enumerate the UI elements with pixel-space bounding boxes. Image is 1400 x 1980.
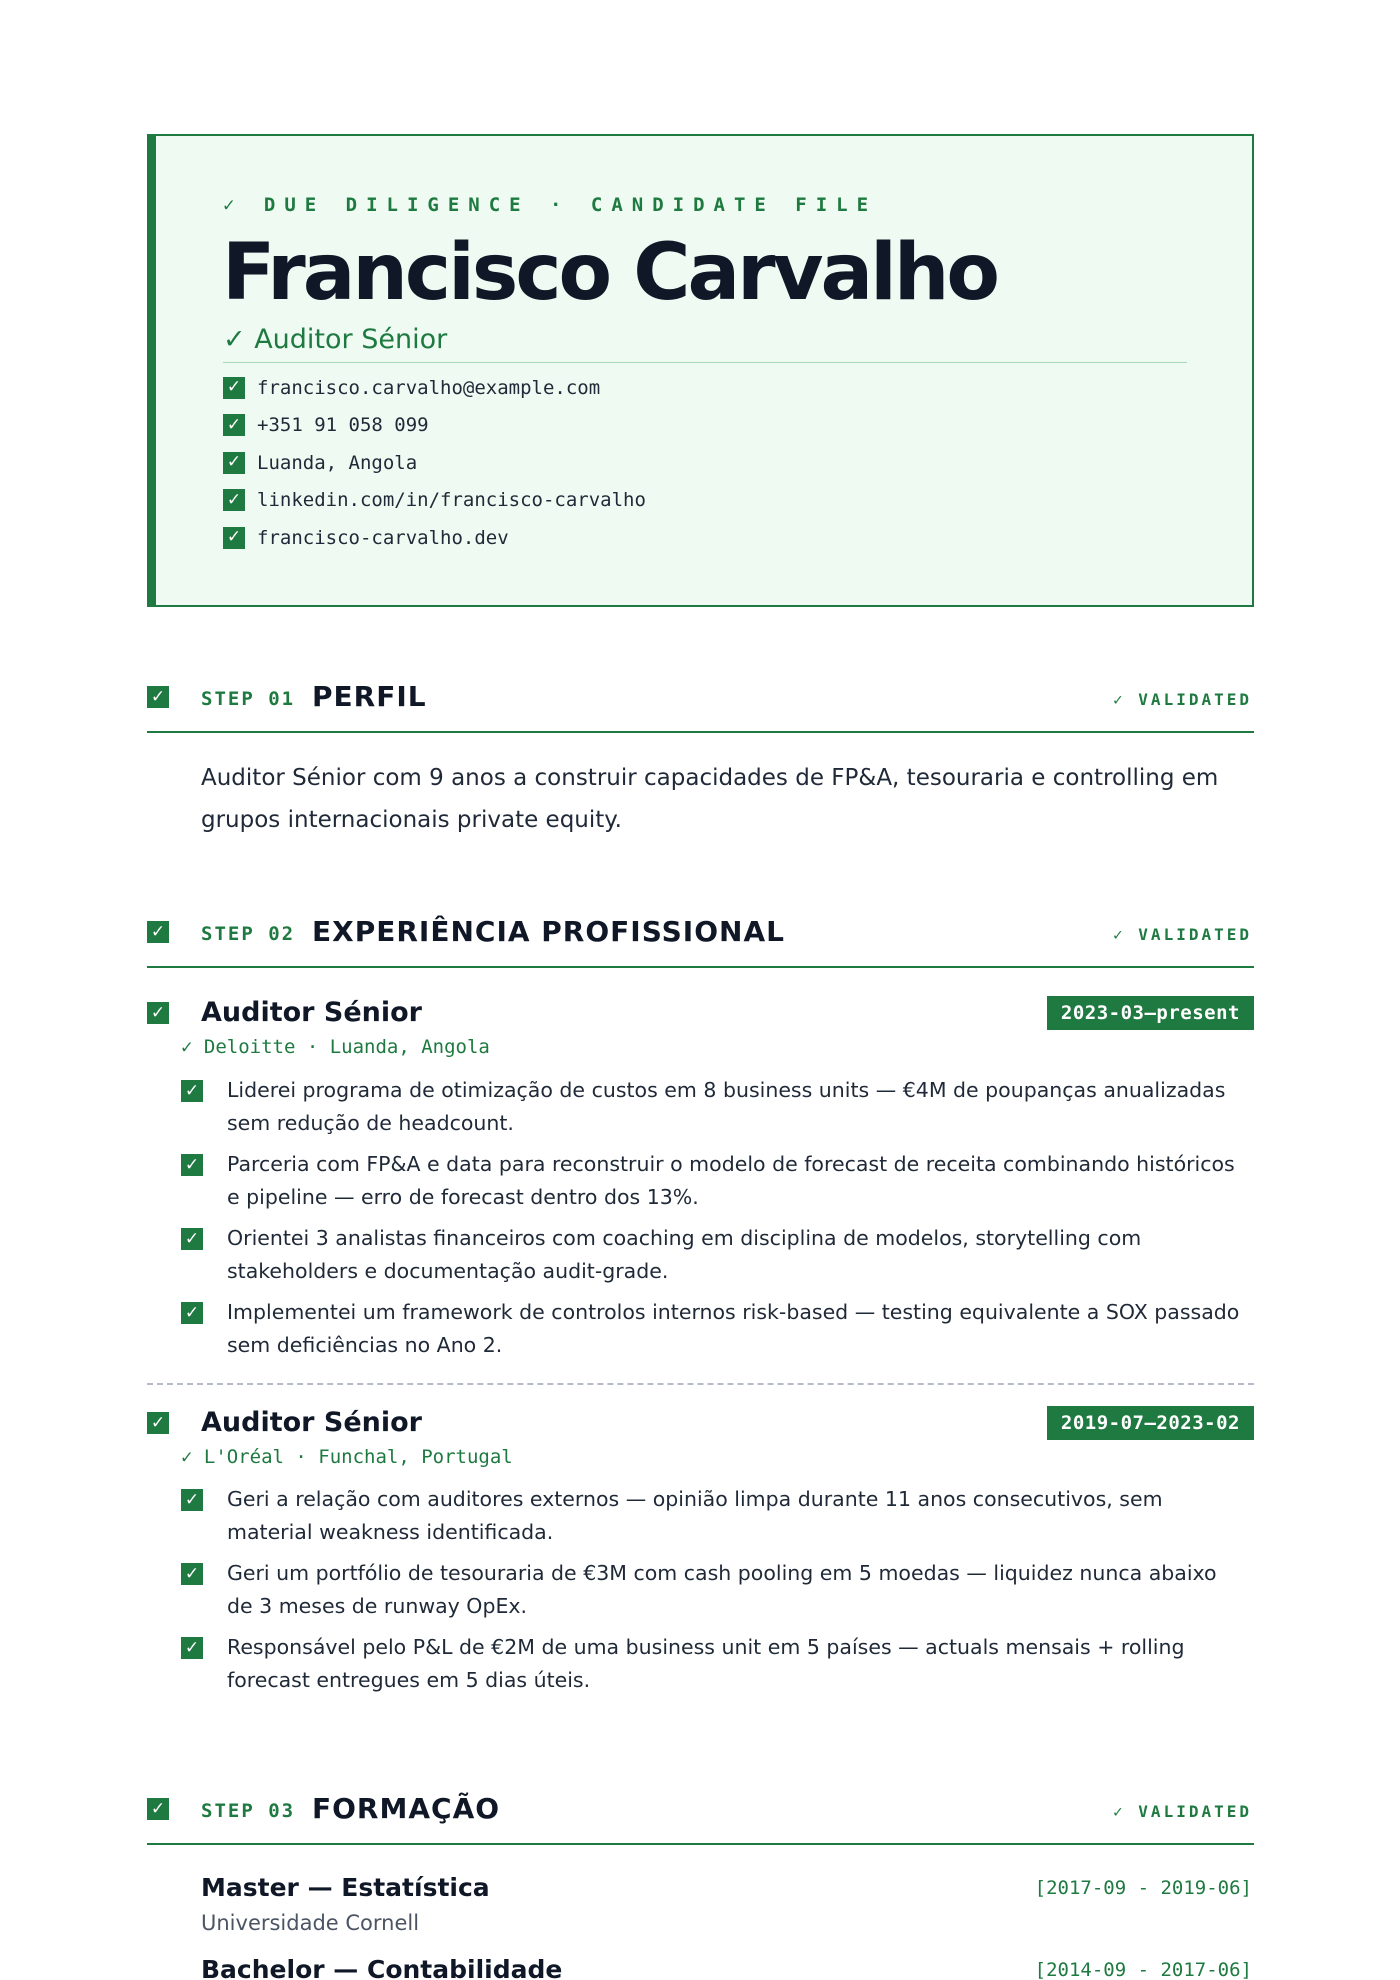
checkbox-icon: ✓ xyxy=(223,377,245,399)
bullet-text: Responsável pelo P&L de €2M de uma business unit em 5 países — actuals mensais + rolling forecast entregues em 5 dias úteis. xyxy=(227,1635,1185,1692)
section-title: FORMAÇÃO xyxy=(312,1792,501,1825)
contact-website-link[interactable]: francisco-carvalho.dev xyxy=(257,526,509,549)
contact-email-text[interactable]: francisco.carvalho@example.com xyxy=(257,376,601,399)
education-dates: [2017-09 - 2019-06] xyxy=(1034,1877,1252,1899)
checkbox-icon: ✓ xyxy=(181,1228,203,1250)
contact-linkedin xyxy=(223,482,646,520)
checkbox-icon: ✓ xyxy=(181,1154,203,1176)
step-number: STEP 01 xyxy=(201,688,296,710)
header-kicker: ✓ DUE DILIGENCE · CANDIDATE FILE xyxy=(223,194,878,216)
section-divider xyxy=(147,731,1254,733)
checkbox-icon: ✓ xyxy=(223,527,245,549)
checkbox-icon: ✓ xyxy=(147,686,169,708)
checkbox-icon: ✓ xyxy=(147,1798,169,1820)
bullet-text: Geri um portfólio de tesouraria de €3M com cash pooling em 5 moedas — liquidez nunca abaixo de 3 meses de runway OpEx. xyxy=(227,1561,1217,1618)
bullet-item xyxy=(181,1074,1254,1148)
bullet-item xyxy=(181,1148,1254,1222)
job-bullets xyxy=(181,1074,1254,1370)
checkbox-icon: ✓ xyxy=(223,489,245,511)
job-company: ✓ L'Oréal · Funchal, Portugal xyxy=(181,1446,513,1468)
validated-badge: ✓ VALIDATED xyxy=(1113,1802,1252,1821)
checkbox-icon: ✓ xyxy=(181,1080,203,1102)
job-dates: 2019-07—2023-02 xyxy=(1047,1406,1254,1440)
candidate-role: ✓ Auditor Sénior xyxy=(223,324,448,355)
contact-list xyxy=(223,369,646,557)
section-title: PERFIL xyxy=(312,680,427,713)
education-dates: [2014-09 - 2017-06] xyxy=(1034,1959,1252,1980)
validated-badge: ✓ VALIDATED xyxy=(1113,925,1252,944)
bullet-item xyxy=(181,1296,1254,1370)
contact-location xyxy=(223,444,646,482)
bullet-text: Implementei um framework de controlos internos risk-based — testing equivalente a SOX passado sem deficiências no Ano 2. xyxy=(227,1300,1240,1357)
contact-phone-text: +351 91 058 099 xyxy=(257,414,429,437)
role-divider xyxy=(223,362,1187,363)
bullet-text: Liderei programa de otimização de custos em 8 business units — €4M de poupanças anualizadas sem redução de headcount. xyxy=(227,1078,1226,1135)
checkbox-icon: ✓ xyxy=(147,921,169,943)
checkbox-icon: ✓ xyxy=(147,1412,169,1434)
bullet-item xyxy=(181,1557,1254,1631)
checkbox-icon: ✓ xyxy=(223,452,245,474)
education-degree: Bachelor — Contabilidade xyxy=(201,1955,563,1980)
job-dates: 2023-03—present xyxy=(1047,996,1254,1030)
bullet-text: Geri a relação com auditores externos — opinião limpa durante 11 anos consecutivos, sem material weakness identificada. xyxy=(227,1487,1163,1544)
checkbox-icon: ✓ xyxy=(181,1489,203,1511)
section-divider xyxy=(147,966,1254,968)
bullet-text: Orientei 3 analistas financeiros com coaching em disciplina de modelos, storytelling com stakeholders e documentação audit-grade. xyxy=(227,1226,1142,1283)
step-number: STEP 03 xyxy=(201,1800,296,1822)
contact-email xyxy=(223,369,646,407)
bullet-item xyxy=(181,1222,1254,1296)
job-bullets xyxy=(181,1483,1254,1705)
section-divider xyxy=(147,1843,1254,1845)
header-card xyxy=(147,134,1254,607)
section-title: EXPERIÊNCIA PROFISSIONAL xyxy=(312,915,785,948)
candidate-name: Francisco Carvalho xyxy=(222,228,997,318)
checkbox-icon: ✓ xyxy=(181,1563,203,1585)
job-company: ✓ Deloitte · Luanda, Angola xyxy=(181,1036,490,1058)
bullet-text: Parceria com FP&A e data para reconstruir o modelo de forecast de receita combinando históricos e pipeline — erro de forecast dentro dos 13%. xyxy=(227,1152,1235,1209)
education-school: Universidade Cornell xyxy=(201,1911,420,1935)
job-divider xyxy=(147,1383,1254,1385)
section-header-perfil xyxy=(147,676,1254,716)
bullet-item xyxy=(181,1483,1254,1557)
validated-badge: ✓ VALIDATED xyxy=(1113,690,1252,709)
bullet-item xyxy=(181,1631,1254,1705)
checkbox-icon: ✓ xyxy=(147,1002,169,1024)
contact-phone xyxy=(223,407,646,445)
contact-location-text: Luanda, Angola xyxy=(257,451,418,474)
contact-website xyxy=(223,519,646,557)
education-degree: Master — Estatística xyxy=(201,1873,490,1902)
job-title: Auditor Sénior xyxy=(201,1407,422,1438)
step-number: STEP 02 xyxy=(201,923,296,945)
job-title: Auditor Sénior xyxy=(201,997,422,1028)
section-header-experiencia xyxy=(147,911,1254,951)
checkbox-icon: ✓ xyxy=(181,1637,203,1659)
checkbox-icon: ✓ xyxy=(181,1302,203,1324)
checkbox-icon: ✓ xyxy=(223,414,245,436)
profile-summary: Auditor Sénior com 9 anos a construir capacidades de FP&A, tesouraria e controlling em grupos internacionais private equity. xyxy=(201,765,1219,833)
contact-linkedin-link[interactable]: linkedin.com/in/francisco-carvalho xyxy=(257,489,646,512)
section-header-formacao xyxy=(147,1788,1254,1828)
